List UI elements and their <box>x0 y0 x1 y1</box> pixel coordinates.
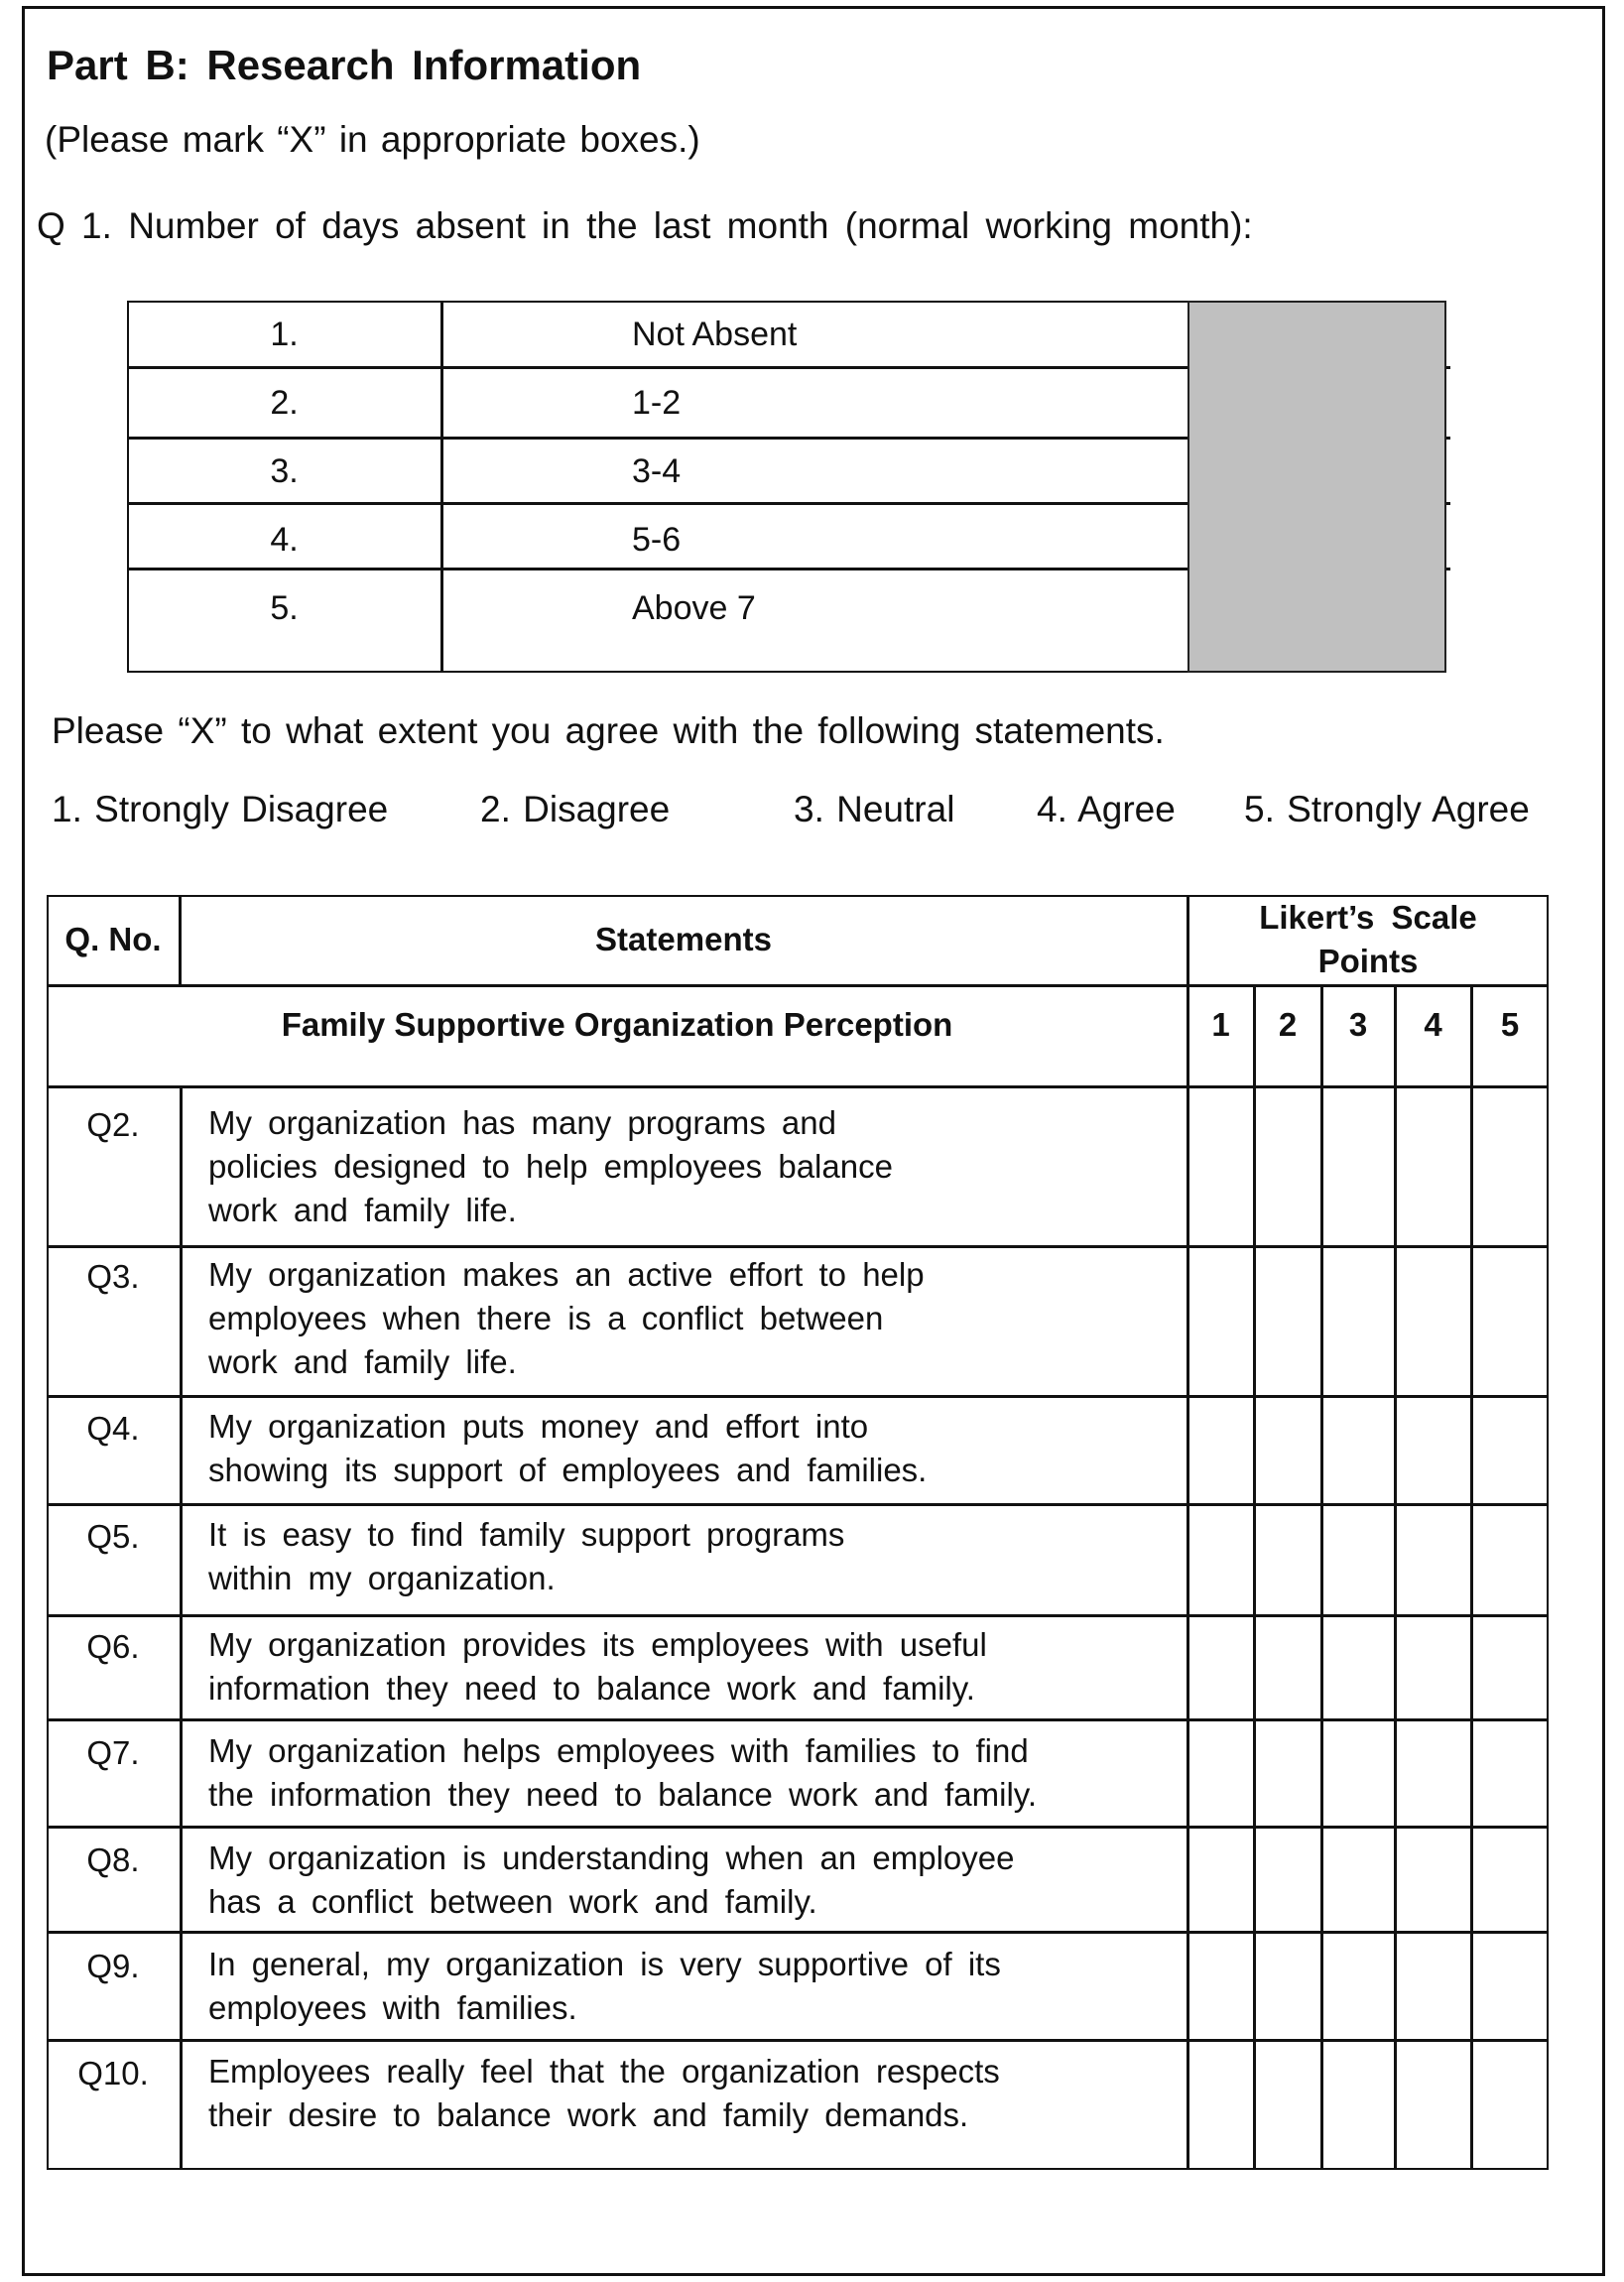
qno-divider-body <box>180 1085 183 2170</box>
agreement-instruction: Please “X” to what extent you agree with the following statements. <box>52 710 1165 751</box>
scale-legend-4: 4. Agree <box>1037 789 1176 829</box>
scale-legend-5: 5. Strongly Agree <box>1244 789 1530 829</box>
header-divider <box>47 984 1549 987</box>
question-number: Q6. <box>86 1628 140 1665</box>
likert-answer-cell[interactable] <box>1472 2041 1547 2168</box>
statement-text: Employees really feel that the organization respects their desire to balance work and family demands. <box>208 2053 1000 2133</box>
likert-answer-cell[interactable] <box>1396 1616 1470 1718</box>
likert-answer-cell[interactable] <box>1472 1247 1547 1395</box>
statement-text: My organization provides its employees with useful information they need to balance work and family. <box>208 1626 987 1707</box>
statement-text: My organization has many programs and policies designed to help employees balance work and family life. <box>208 1104 893 1228</box>
q1-option-number: 4. <box>270 521 299 559</box>
q1-option-label: 5-6 <box>632 521 682 559</box>
header-statements: Statements <box>595 921 772 957</box>
likert-answer-cell[interactable] <box>1472 1828 1547 1931</box>
q1-answer-column[interactable] <box>1187 301 1446 673</box>
point-label-5: 5 <box>1500 1006 1520 1043</box>
q1-row-divider <box>127 502 1187 505</box>
likert-answer-cell[interactable] <box>1396 1247 1470 1395</box>
scale-legend-1: 1. Strongly Disagree <box>52 789 389 829</box>
likert-answer-cell[interactable] <box>1396 1828 1470 1931</box>
likert-answer-cell[interactable] <box>1188 2041 1253 2168</box>
scale-legend-3: 3. Neutral <box>794 789 955 829</box>
scale-legend-2: 2. Disagree <box>480 789 671 829</box>
likert-answer-cell[interactable] <box>1396 1087 1470 1245</box>
likert-answer-cell[interactable] <box>1188 1505 1253 1614</box>
likert-answer-cell[interactable] <box>1255 1505 1320 1614</box>
likert-answer-cell[interactable] <box>1472 1720 1547 1826</box>
likert-answer-cell[interactable] <box>1322 2041 1394 2168</box>
likert-answer-cell[interactable] <box>1396 1720 1470 1826</box>
mark-instruction: (Please mark “X” in appropriate boxes.) <box>45 119 700 160</box>
likert-answer-cell[interactable] <box>1396 1397 1470 1503</box>
q1-question: Q 1. Number of days absent in the last month (normal working month): <box>37 205 1253 246</box>
q1-option-label: Not Absent <box>632 316 798 353</box>
likert-answer-cell[interactable] <box>1322 1505 1394 1614</box>
statement-text: It is easy to find family support programs within my organization. <box>208 1516 845 1596</box>
q1-row-divider <box>127 437 1187 440</box>
likert-answer-cell[interactable] <box>1188 1087 1253 1245</box>
likert-answer-cell[interactable] <box>1255 1247 1320 1395</box>
question-number: Q5. <box>86 1518 140 1555</box>
statement-text: My organization makes an active effort to help employees when there is a conflict between work and family life. <box>208 1256 925 1380</box>
likert-answer-cell[interactable] <box>1188 1397 1253 1503</box>
header-qno: Q. No. <box>64 921 162 957</box>
likert-answer-cell[interactable] <box>1322 1397 1394 1503</box>
question-number: Q9. <box>86 1948 140 1984</box>
statement-text: In general, my organization is very supportive of its employees with families. <box>208 1946 1001 2026</box>
q1-row-divider <box>127 568 1187 570</box>
likert-answer-cell[interactable] <box>1255 1828 1320 1931</box>
q1-row-tick <box>1446 366 1450 369</box>
likert-answer-cell[interactable] <box>1188 1828 1253 1931</box>
likert-answer-cell[interactable] <box>1188 1247 1253 1395</box>
question-number: Q2. <box>86 1106 140 1143</box>
category-label: Family Supportive Organization Perception <box>281 1006 953 1043</box>
likert-answer-cell[interactable] <box>1255 1087 1320 1245</box>
likert-answer-cell[interactable] <box>1472 1933 1547 2039</box>
likert-answer-cell[interactable] <box>1472 1616 1547 1718</box>
q1-option-number: 5. <box>270 589 299 627</box>
q1-option-label: Above 7 <box>632 589 756 627</box>
likert-answer-cell[interactable] <box>1472 1505 1547 1614</box>
question-number: Q10. <box>77 2055 149 2092</box>
question-number: Q3. <box>86 1258 140 1295</box>
likert-answer-cell[interactable] <box>1472 1397 1547 1503</box>
q1-row-tick <box>1446 437 1450 440</box>
likert-answer-cell[interactable] <box>1322 1247 1394 1395</box>
q1-option-number: 3. <box>270 452 299 490</box>
likert-answer-cell[interactable] <box>1472 1087 1547 1245</box>
likert-answer-cell[interactable] <box>1396 1933 1470 2039</box>
section-title: Part B: Research Information <box>47 42 642 88</box>
likert-answer-cell[interactable] <box>1188 1616 1253 1718</box>
likert-answer-cell[interactable] <box>1322 1933 1394 2039</box>
likert-answer-cell[interactable] <box>1188 1933 1253 2039</box>
question-number: Q7. <box>86 1734 140 1771</box>
likert-answer-cell[interactable] <box>1322 1616 1394 1718</box>
q1-option-label: 3-4 <box>632 452 682 490</box>
header-likert-line2: Points <box>1317 943 1419 979</box>
likert-answer-cell[interactable] <box>1322 1087 1394 1245</box>
point-label-2: 2 <box>1278 1006 1298 1043</box>
question-number: Q4. <box>86 1410 140 1447</box>
q1-row-divider <box>127 366 1187 369</box>
point-label-3: 3 <box>1348 1006 1368 1043</box>
likert-answer-cell[interactable] <box>1396 2041 1470 2168</box>
likert-answer-cell[interactable] <box>1396 1505 1470 1614</box>
likert-answer-cell[interactable] <box>1255 1616 1320 1718</box>
question-number: Q8. <box>86 1841 140 1878</box>
likert-answer-cell[interactable] <box>1188 1720 1253 1826</box>
point-label-4: 4 <box>1424 1006 1442 1043</box>
q1-option-number: 2. <box>270 384 299 422</box>
q1-option-label: 1-2 <box>632 384 682 422</box>
statement-text: My organization is understanding when an employee has a conflict between work and family. <box>208 1839 1015 1920</box>
likert-answer-cell[interactable] <box>1255 1933 1320 2039</box>
q1-row-tick <box>1446 568 1450 570</box>
statement-text: My organization puts money and effort into showing its support of employees and families. <box>208 1408 928 1488</box>
likert-answer-cell[interactable] <box>1255 2041 1320 2168</box>
point-label-1: 1 <box>1211 1006 1230 1043</box>
q1-row-tick <box>1446 502 1450 505</box>
likert-answer-cell[interactable] <box>1255 1397 1320 1503</box>
header-likert-line1: Likert’s Scale <box>1259 899 1477 936</box>
likert-answer-cell[interactable] <box>1255 1720 1320 1826</box>
statement-text: My organization helps employees with families to find the information they need to balance work and family. <box>208 1732 1037 1813</box>
likert-answer-cell[interactable] <box>1322 1828 1394 1931</box>
likert-answer-cell[interactable] <box>1322 1720 1394 1826</box>
q1-option-number: 1. <box>270 316 299 353</box>
